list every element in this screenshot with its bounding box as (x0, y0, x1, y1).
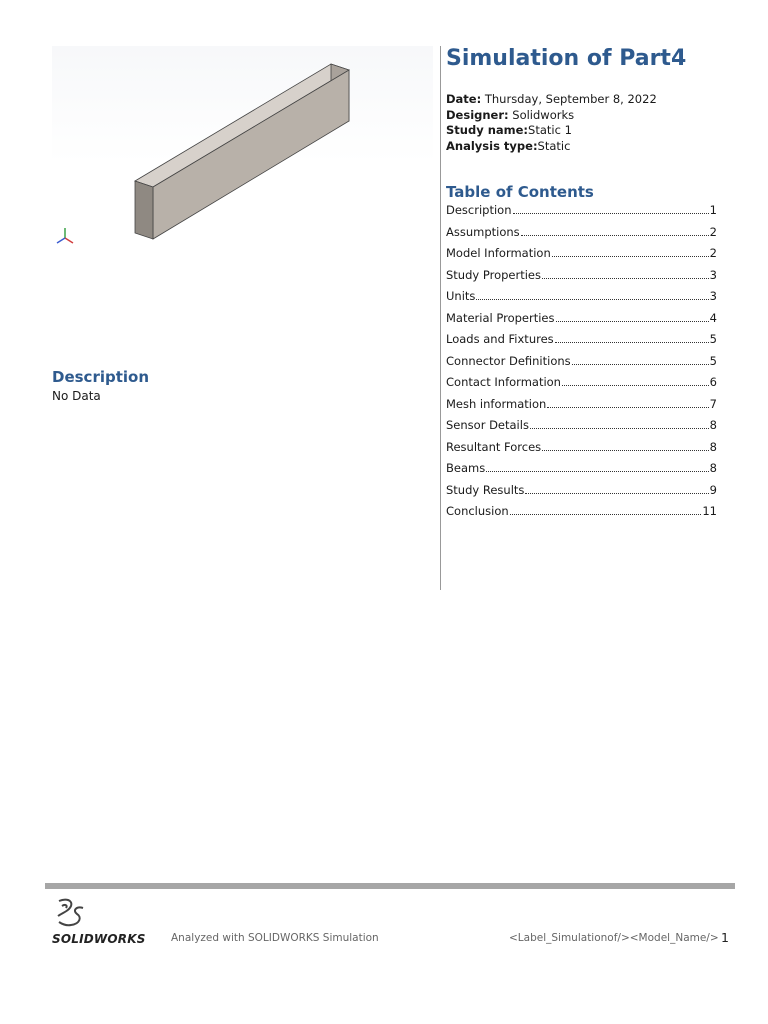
toc-item-page: 8 (709, 461, 717, 475)
toc-item-assumptions[interactable] (446, 225, 717, 247)
toc-item-label: Material Properties (446, 310, 555, 325)
meta-key: Study name: (446, 123, 529, 137)
toc-item-description[interactable] (446, 203, 717, 225)
meta-value: Thursday, September 8, 2022 (484, 92, 657, 106)
toc-leader-dots (530, 428, 709, 429)
meta-analysis-type (446, 139, 657, 155)
toc-item-beams[interactable] (446, 461, 717, 483)
toc-item-resultant-forces[interactable] (446, 440, 717, 462)
toc-item-page: 5 (709, 353, 717, 368)
toc-item-sensor-details[interactable] (446, 418, 717, 440)
description-heading: Description (52, 368, 150, 386)
meta-value: Static 1 (528, 123, 572, 137)
footer-divider-bar (45, 883, 735, 889)
toc-leader-dots (525, 493, 708, 494)
toc-item-page: 2 (709, 224, 717, 239)
toc-leader-dots (562, 385, 709, 386)
toc-item-page: 8 (709, 439, 717, 454)
toc-item-label: Conclusion (446, 504, 509, 518)
toc-item-label: Loads and Fixtures (446, 332, 554, 346)
footer-analyzed-text: Analyzed with SOLIDWORKS Simulation (171, 932, 379, 944)
ds-logo-icon (53, 898, 89, 930)
rectangular-beam-model (52, 46, 433, 259)
meta-designer (446, 108, 657, 124)
footer-page-number: 1 (721, 930, 729, 945)
toc-item-page: 3 (709, 267, 717, 282)
toc-leader-dots (552, 256, 709, 257)
meta-date (446, 92, 657, 108)
table-of-contents (446, 203, 717, 526)
column-divider (440, 46, 441, 590)
toc-leader-dots (486, 471, 708, 472)
toc-item-label: Model Information (446, 246, 551, 260)
description-text: No Data (52, 389, 101, 403)
toc-item-label: Resultant Forces (446, 439, 542, 454)
toc-item-mesh-information[interactable] (446, 397, 717, 419)
toc-item-label: Sensor Details (446, 418, 529, 432)
toc-item-page: 1 (709, 203, 717, 217)
toc-item-label: Description (446, 203, 512, 217)
footer-brand: SOLIDWORKS (52, 932, 146, 946)
toc-item-label: Contact Information (446, 375, 561, 389)
toc-leader-dots (521, 235, 709, 236)
meta-key: Date: (446, 92, 482, 106)
toc-item-contact-information[interactable] (446, 375, 717, 397)
toc-item-units[interactable] (446, 289, 717, 311)
toc-item-page: 9 (709, 482, 717, 497)
toc-leader-dots (556, 321, 709, 322)
solidworks-logo (52, 898, 157, 950)
toc-item-page: 6 (709, 375, 717, 389)
toc-leader-dots (476, 299, 708, 300)
toc-leader-dots (572, 364, 709, 365)
toc-leader-dots (542, 450, 709, 451)
meta-key: Designer: (446, 107, 509, 122)
toc-item-page: 11 (702, 504, 717, 518)
toc-item-page: 4 (709, 310, 717, 325)
toc-leader-dots (542, 278, 709, 279)
xyz-axes-triad-icon (57, 228, 73, 243)
toc-item-page: 3 (709, 289, 717, 303)
toc-item-label: Connector Definitions (446, 353, 571, 368)
toc-item-label: Mesh information (446, 396, 547, 411)
toc-item-label: Assumptions (446, 224, 520, 239)
toc-item-study-results[interactable] (446, 483, 717, 505)
toc-leader-dots (547, 407, 708, 408)
toc-item-material-properties[interactable] (446, 311, 717, 333)
toc-leader-dots (513, 213, 709, 214)
toc-item-page: 2 (709, 246, 717, 260)
model-preview-image (52, 46, 433, 259)
toc-item-conclusion[interactable] (446, 504, 717, 526)
toc-item-study-properties[interactable] (446, 268, 717, 290)
meta-value: Static (537, 138, 571, 153)
toc-item-connector-definitions[interactable] (446, 354, 717, 376)
toc-leader-dots (510, 514, 702, 515)
meta-key: Analysis type: (446, 138, 538, 153)
report-meta (446, 92, 657, 154)
toc-leader-dots (555, 342, 709, 343)
toc-item-model-information[interactable] (446, 246, 717, 268)
toc-heading: Table of Contents (446, 183, 594, 201)
footer-model-label: <Label_Simulationof/><Model_Name/> (509, 932, 719, 944)
meta-value: Solidworks (512, 107, 575, 122)
report-title: Simulation of Part4 (446, 46, 687, 71)
toc-item-label: Units (446, 289, 476, 303)
toc-item-loads-and-fixtures[interactable] (446, 332, 717, 354)
toc-item-label: Study Properties (446, 267, 541, 282)
meta-study-name (446, 123, 657, 139)
toc-item-label: Beams (446, 461, 486, 475)
toc-item-label: Study Results (446, 482, 525, 497)
toc-item-page: 8 (709, 418, 717, 432)
toc-item-page: 7 (709, 396, 717, 411)
toc-item-page: 5 (709, 332, 717, 346)
